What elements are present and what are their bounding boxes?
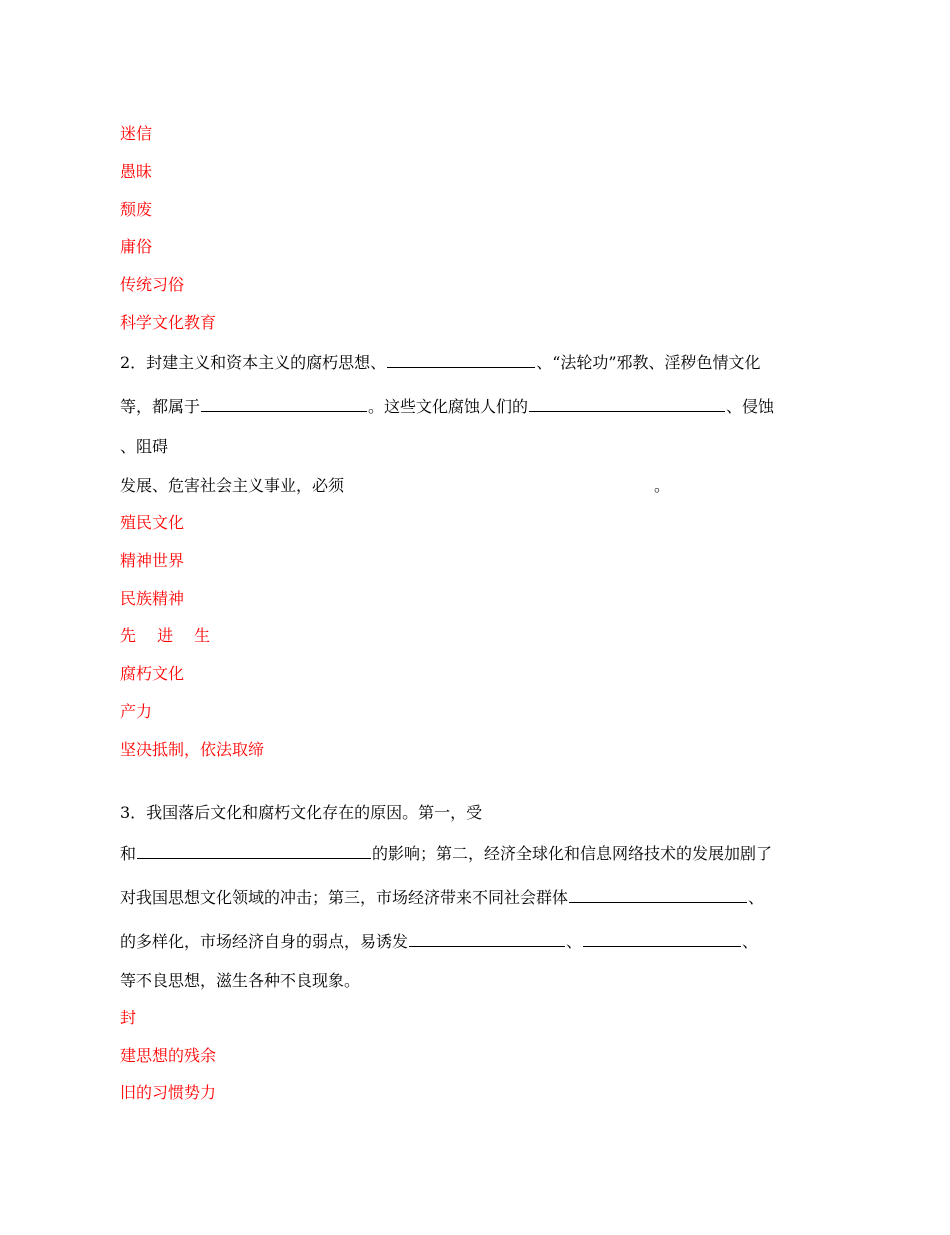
fill-blank xyxy=(529,395,725,412)
question-2-line-2 xyxy=(120,395,774,417)
question-3-line-2 xyxy=(120,842,772,864)
question-text: 的多样化，市场经济自身的弱点，易诱发 xyxy=(120,932,409,951)
question-text: 3．我国落后文化和腐朽文化存在的原因。第一，受 xyxy=(120,803,483,822)
answer-text: 迷信 xyxy=(120,124,153,143)
answer-text: 旧的习惯势力 xyxy=(120,1083,217,1102)
question-text: 的影响；第二，经济全球化和信息网络技术的发展加剧了 xyxy=(372,844,773,863)
fill-blank xyxy=(583,930,741,947)
question-text: 。这些文化腐蚀人们的 xyxy=(368,397,529,416)
question-text: 、“法轮功”邪教、淫秽色情文化 xyxy=(536,353,761,372)
question-text: 等，都属于 xyxy=(120,397,201,416)
question-text: 、 xyxy=(748,888,765,907)
answer-text: 庸俗 xyxy=(120,237,153,256)
answer-text: 建思想的残余 xyxy=(120,1046,217,1065)
question-text: 发展、危害社会主义事业，必须 xyxy=(120,476,345,495)
answer-text: 殖民文化 xyxy=(120,513,185,532)
question-text: 。 xyxy=(654,476,671,495)
fill-blank xyxy=(569,886,747,903)
answer-text: 先 进 生 xyxy=(120,626,219,645)
answer-text: 传统习俗 xyxy=(120,275,185,294)
question-text: 、阻碍 xyxy=(120,437,169,456)
fill-blank xyxy=(137,842,371,859)
answer-text: 科学文化教育 xyxy=(120,313,217,332)
answer-text: 产力 xyxy=(120,702,153,721)
question-text: 2．封建主义和资本主义的腐朽思想、 xyxy=(120,353,387,372)
question-3-line-3 xyxy=(120,886,764,908)
question-2-line-1 xyxy=(120,351,761,373)
fill-blank xyxy=(201,395,367,412)
fill-blank xyxy=(387,351,535,368)
question-text: 、 xyxy=(742,932,759,951)
answer-text: 精神世界 xyxy=(120,551,185,570)
question-3-line-4 xyxy=(120,930,758,952)
question-text: 、 xyxy=(566,932,583,951)
answer-text: 愚昧 xyxy=(120,162,153,181)
answer-text: 民族精神 xyxy=(120,589,185,608)
question-text: 和 xyxy=(120,844,137,863)
answer-text: 腐朽文化 xyxy=(120,664,185,683)
answer-text: 坚决抵制，依法取缔 xyxy=(120,740,265,759)
question-2-line-4 xyxy=(120,476,670,496)
question-text: 等不良思想，滋生各种不良现象。 xyxy=(120,971,361,990)
answer-text: 颓废 xyxy=(120,200,153,219)
question-text: 对我国思想文化领域的冲击；第三，市场经济带来不同社会群体 xyxy=(120,888,569,907)
answer-text: 封 xyxy=(120,1008,137,1027)
question-text: 、侵蚀 xyxy=(726,397,775,416)
fill-blank xyxy=(409,930,565,947)
